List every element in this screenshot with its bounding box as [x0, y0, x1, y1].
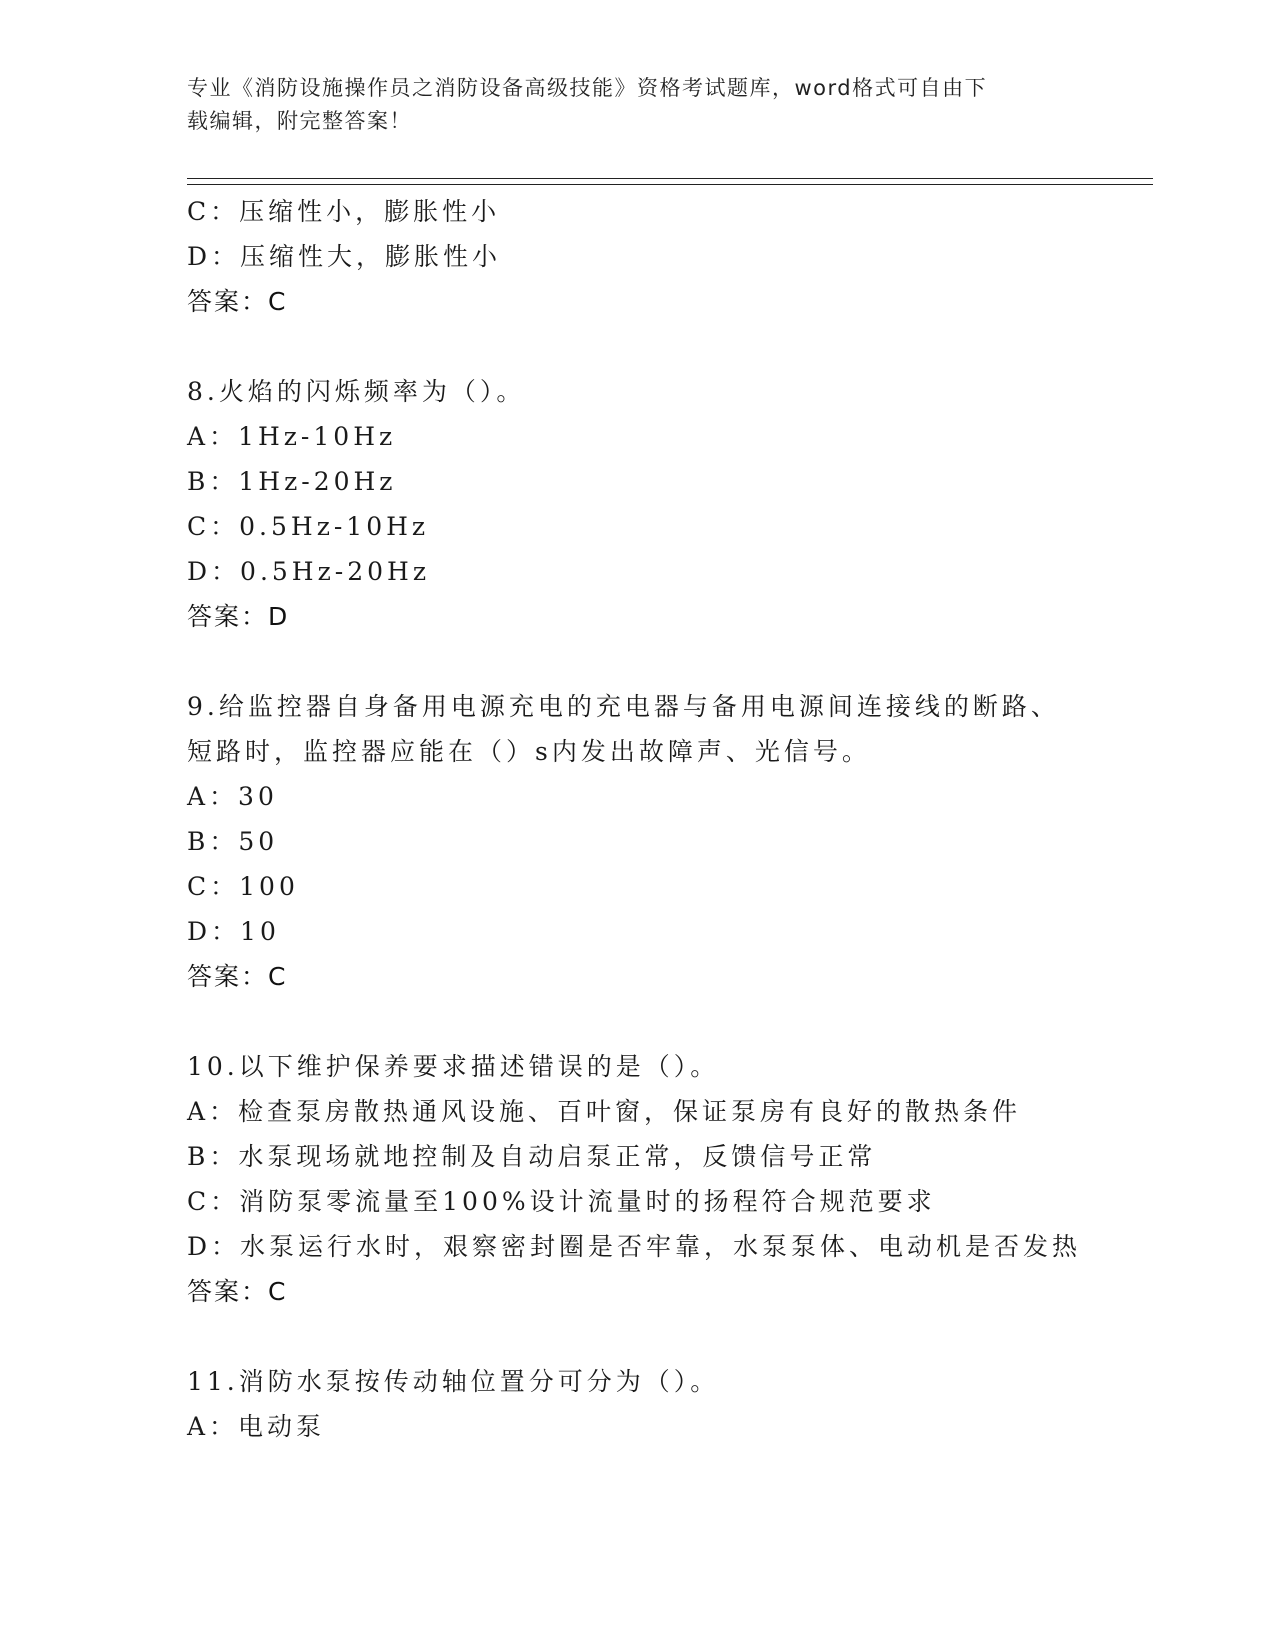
document-header	[187, 72, 1077, 138]
q9-question-line-1: 9.给监控器自身备用电源充电的充电器与备用电源间连接线的断路、	[187, 692, 1060, 721]
header-line-2: 载编辑，附完整答案！	[187, 109, 412, 133]
q9-question-line-2: 短路时，监控器应能在（）s内发出故障声、光信号。	[187, 737, 871, 766]
q7-answer: 答案：C	[187, 287, 288, 316]
q9-answer: 答案：C	[187, 962, 288, 991]
q8-option-c: C：0.5Hz-10Hz	[187, 512, 430, 541]
q9-option-b: B：50	[187, 827, 279, 856]
q9-option-d: D：10	[187, 917, 280, 946]
q9-option-c: C：100	[187, 872, 299, 901]
header-divider-top	[187, 178, 1153, 179]
header-divider-bottom	[187, 184, 1153, 185]
q10-question: 10.以下维护保养要求描述错误的是（）。	[187, 1052, 720, 1081]
q10-option-d: D：水泵运行水时，艰察密封圈是否牢靠，水泵泵体、电动机是否发热	[187, 1232, 1082, 1261]
q8-answer: 答案：D	[187, 602, 290, 631]
q10-option-c: C：消防泵零流量至100%设计流量时的扬程符合规范要求	[187, 1187, 936, 1216]
header-line-1: 专业《消防设施操作员之消防设备高级技能》资格考试题库，word格式可自由下	[187, 76, 988, 100]
q9-option-a: A：30	[187, 782, 278, 811]
q8-option-d: D：0.5Hz-20Hz	[187, 557, 431, 586]
q10-answer: 答案：C	[187, 1277, 288, 1306]
q11-option-a: A：电动泵	[187, 1412, 326, 1441]
q8-option-b: B：1Hz-20Hz	[187, 467, 397, 496]
q7-option-d: D：压缩性大，膨胀性小	[187, 242, 502, 271]
q8-question: 8.火焰的闪烁频率为（）。	[187, 377, 526, 406]
q8-option-a: A：1Hz-10Hz	[187, 422, 397, 451]
q7-option-c: C：压缩性小，膨胀性小	[187, 197, 501, 226]
q11-question: 11.消防水泵按传动轴位置分可分为（）。	[187, 1367, 720, 1396]
q10-option-b: B：水泵现场就地控制及自动启泵正常，反馈信号正常	[187, 1142, 877, 1171]
q10-option-a: A：检查泵房散热通风设施、百叶窗，保证泵房有良好的散热条件	[187, 1097, 1022, 1126]
